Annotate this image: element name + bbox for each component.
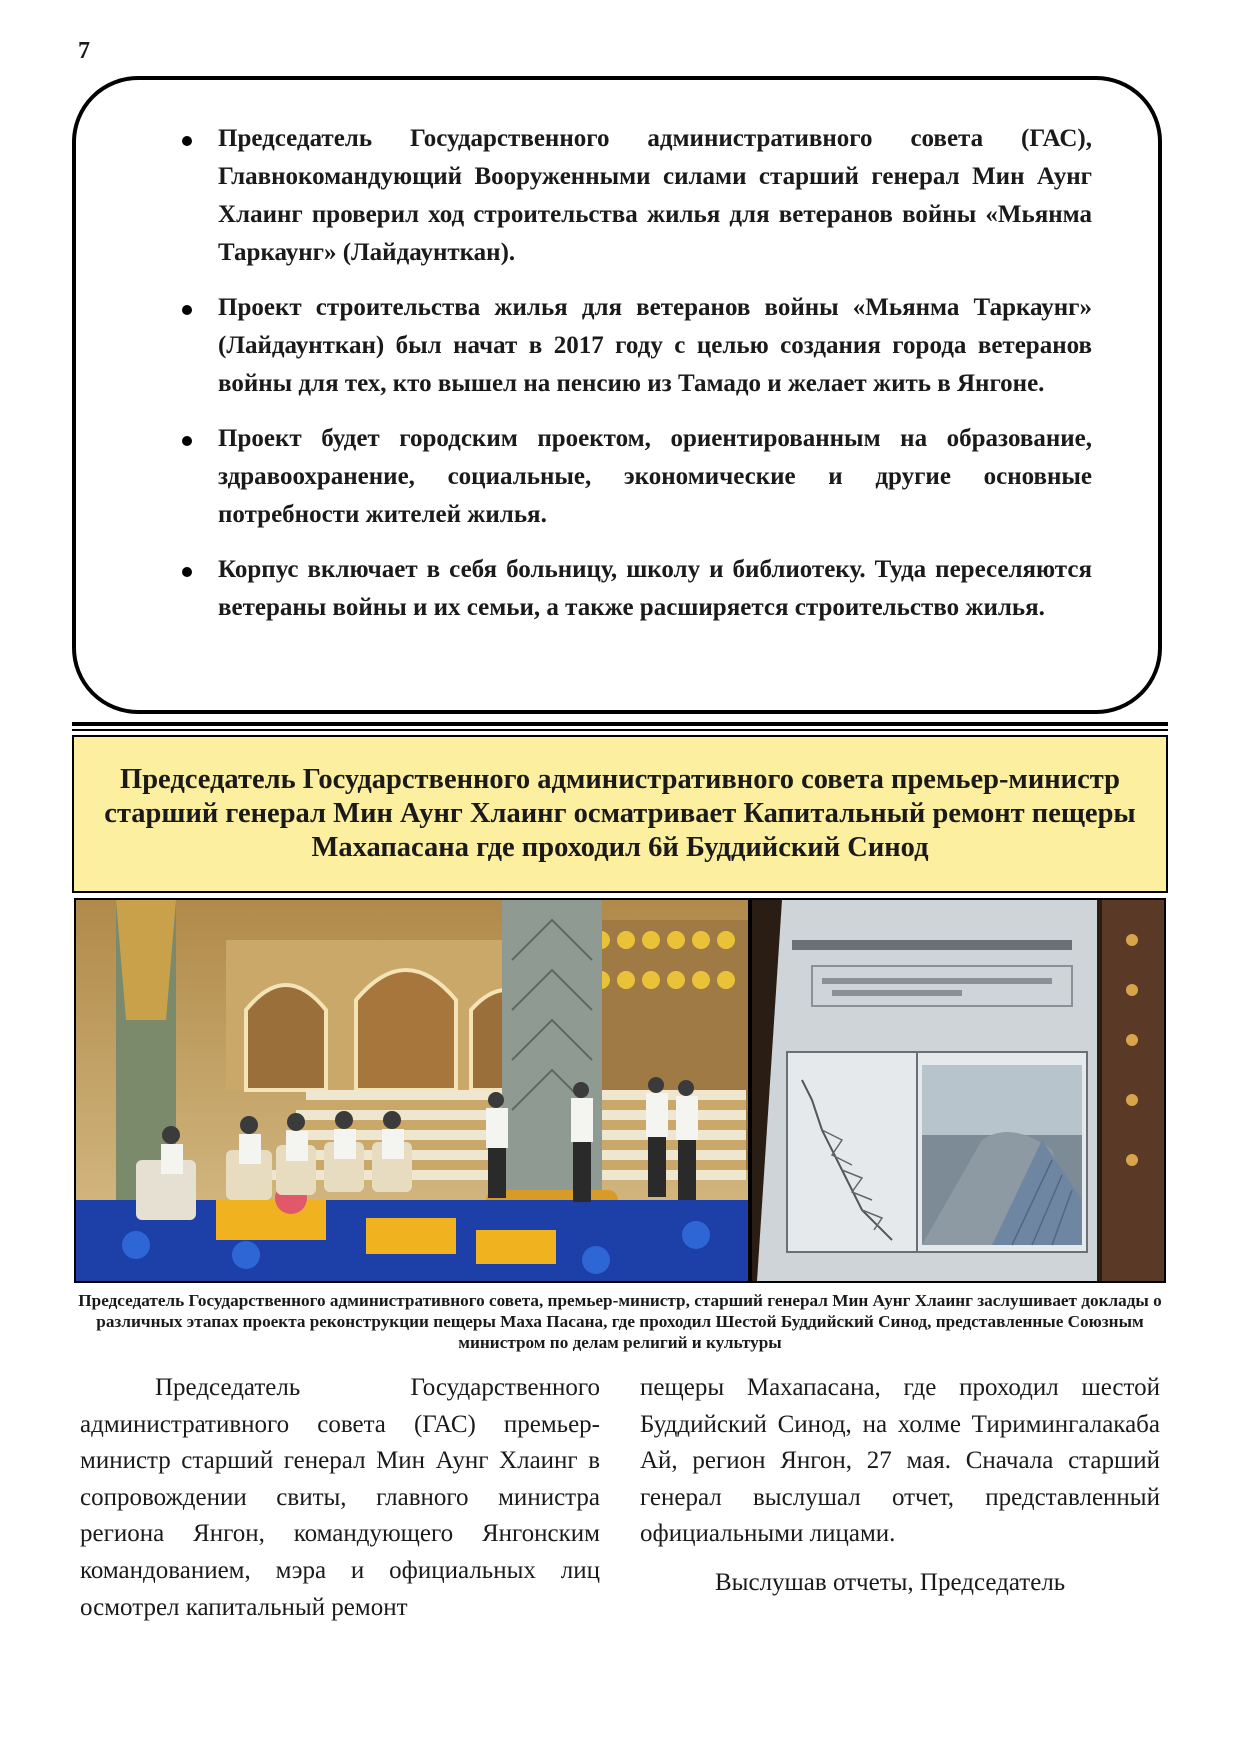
projection-screen-photo — [752, 900, 1164, 1281]
summary-item — [128, 551, 1092, 627]
headline-box — [72, 735, 1168, 893]
photo-strip — [74, 898, 1166, 1283]
article-paragraph: Выслушав отчеты, Председатель — [715, 1568, 1066, 1596]
divider-thick — [72, 722, 1168, 726]
summary-list — [128, 120, 1092, 627]
summary-item-text: Корпус включает в себя больницу, школу и библиотеку. Туда переселяются ветераны войны и их семьи, а также расширяется строительство жилья. — [218, 556, 1092, 621]
photo-caption: Председатель Государственного административного совета, премьер-министр, старший генерал Мин Аунг Хлаинг заслушивает доклады о различных этапах проекта реконструкции пещеры Маха Пасана, где проходил Шестой Буддийский Синод, представленные Союзным министром по делам религий и культуры — [78, 1291, 1162, 1352]
summary-box — [72, 76, 1162, 714]
headline: Председатель Государственного административного совета премьер-министр старший генерал Мин Аунг Хлаинг осматривает Капитальный ремонт пещеры Махапасана где проходил 6й Буддийский Синод — [104, 764, 1136, 863]
article-column-right — [640, 1370, 1160, 1602]
bullet-icon — [182, 305, 192, 315]
summary-item-text: Проект строительства жилья для ветеранов войны «Мьянма Таркаунг» (Лайдаунткан) был начат в 2017 году с целью создания города ветеранов войны для тех, кто вышел на пенсию из Тамадо и желает жить в Янгоне. — [218, 294, 1092, 397]
divider-thin — [72, 729, 1168, 731]
article-paragraph: Председатель Государственного административного совета (ГАС) премьер-министр старший генерал Мин Аунг Хлаинг в сопровождении свиты, главного министра региона Янгон, командующего Янгонским командованием, мэра и официальных лиц осмотрел капитальный ремонт — [80, 1374, 600, 1621]
bullet-icon — [182, 567, 192, 577]
summary-item — [128, 289, 1092, 403]
article-paragraph: пещеры Махапасана, где проходил шестой Буддийский Синод, на холме Тиримингалакаба Ай, регион Янгон, 27 мая. Сначала старший генерал выслушал отчет, представленный официальными лицами. — [640, 1374, 1160, 1548]
summary-item-text: Проект будет городским проектом, ориентированным на образование, здравоохранение, социальные, экономические и другие основные потребности жителей жилья. — [218, 425, 1092, 528]
hall-meeting-photo — [76, 900, 748, 1281]
page-number: 7 — [78, 38, 90, 64]
article-column-left — [80, 1370, 600, 1626]
summary-item-text: Председатель Государственного административного совета (ГАС), Главнокомандующий Вооруженными силами старший генерал Мин Аунг Хлаинг проверил ход строительства жилья для ветеранов войны «Мьянма Таркаунг» (Лайдаунткан). — [218, 125, 1092, 266]
bullet-icon — [182, 436, 192, 446]
summary-item — [128, 120, 1092, 272]
summary-item — [128, 420, 1092, 534]
bullet-icon — [182, 136, 192, 146]
